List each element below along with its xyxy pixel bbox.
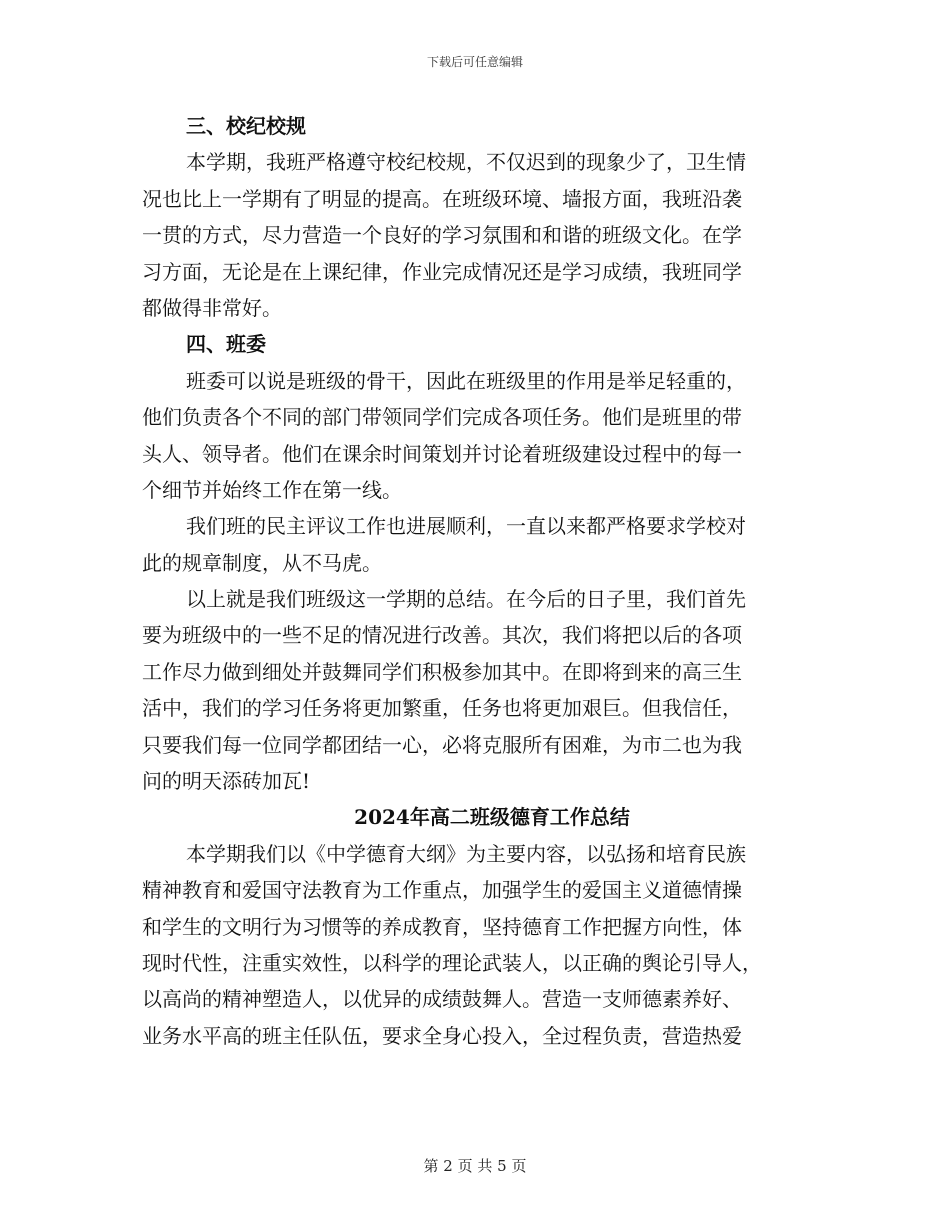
paragraph-line: 和学生的文明行为习惯等的养成教育，坚持德育工作把握方向性，体 bbox=[142, 914, 742, 939]
page-number: 第 2 页 共 5 页 bbox=[423, 1157, 527, 1175]
paragraph-line: 只要我们每一位同学都团结一心，必将克服所有困难，为市二也为我 bbox=[142, 732, 742, 757]
paragraph-line: 精神教育和爱国守法教育为工作重点，加强学生的爱国主义道德情操 bbox=[142, 878, 742, 903]
paragraph-line: 习方面，无论是在上课纪律，作业完成情况还是学习成绩，我班同学 bbox=[142, 259, 742, 284]
paragraph-line: 我们班的民主评议工作也进展顺利，一直以来都严格要求学校对 bbox=[186, 514, 746, 539]
paragraph-line: 班委可以说是班级的骨干，因此在班级里的作用是举足轻重的， bbox=[186, 368, 746, 393]
article-title: 2024年高二班级德育工作总结 bbox=[354, 805, 630, 830]
section-heading-discipline: 三、校纪校规 bbox=[186, 114, 306, 138]
paragraph-line: 个细节并始终工作在第一线。 bbox=[142, 477, 402, 502]
paragraph-line: 以上就是我们班级这一学期的总结。在今后的日子里，我们首先 bbox=[186, 587, 746, 612]
paragraph-line: 活中，我们的学习任务将更加繁重，任务也将更加艰巨。但我信任， bbox=[142, 696, 742, 721]
paragraph-line: 业务水平高的班主任队伍，要求全身心投入，全过程负责，营造热爱 bbox=[142, 1023, 742, 1048]
paragraph-line: 问的明天添砖加瓦! bbox=[142, 769, 311, 794]
document-body bbox=[142, 108, 802, 1054]
paragraph-line: 他们负责各个不同的部门带领同学们完成各项任务。他们是班里的带 bbox=[142, 405, 742, 430]
paragraph-line: 都做得非常好。 bbox=[142, 295, 282, 320]
paragraph-line: 况也比上一学期有了明显的提高。在班级环境、墙报方面，我班沿袭 bbox=[142, 186, 742, 211]
paragraph-line: 要为班级中的一些不足的情况进行改善。其次，我们将把以后的各项 bbox=[142, 623, 742, 648]
page-header: 下载后可任意编辑 bbox=[426, 55, 523, 69]
paragraph-line: 一贯的方式，尽力营造一个良好的学习氛围和和谐的班级文化。在学 bbox=[142, 223, 742, 248]
paragraph-line: 现时代性，注重实效性，以科学的理论武装人，以正确的舆论引导人， bbox=[142, 950, 762, 975]
paragraph-line: 头人、领导者。他们在课余时间策划并讨论着班级建设过程中的每一 bbox=[142, 441, 742, 466]
paragraph-line: 工作尽力做到细处并鼓舞同学们积极参加其中。在即将到来的高三生 bbox=[142, 659, 742, 684]
paragraph-line: 此的规章制度，从不马虎。 bbox=[142, 550, 382, 575]
paragraph-line: 本学期，我班严格遵守校纪校规，不仅迟到的现象少了，卫生情 bbox=[186, 150, 746, 175]
section-heading-class-committee: 四、班委 bbox=[186, 332, 266, 357]
paragraph-line: 以高尚的精神塑造人，以优异的成绩鼓舞人。营造一支师德素养好、 bbox=[142, 987, 742, 1012]
paragraph-line: 本学期我们以《中学德育大纲》为主要内容，以弘扬和培育民族 bbox=[186, 841, 746, 866]
